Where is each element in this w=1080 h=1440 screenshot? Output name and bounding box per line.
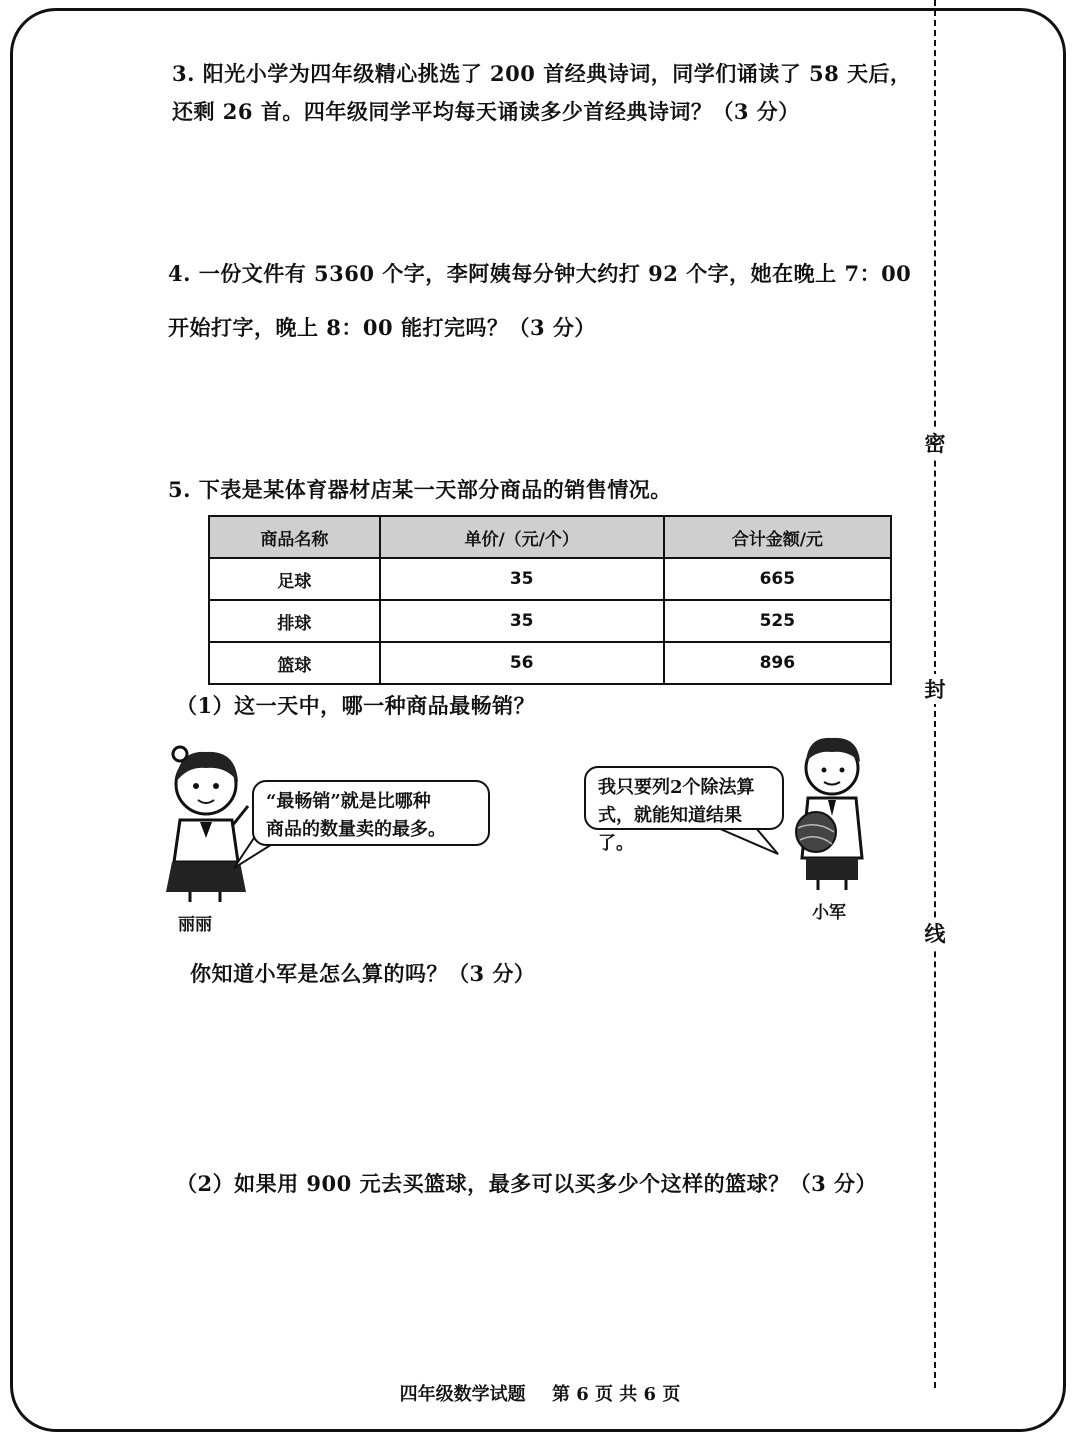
seal-char-feng: 封 [920,674,950,704]
lili-speech-line-2: 商品的数量卖的最多。 [266,819,446,840]
question-3-line-2: 还剩 26 首。四年级同学平均每天诵读多少首经典诗词？（3 分） [172,99,800,124]
cell-total: 525 [664,600,891,642]
cell-product: 篮球 [209,642,380,684]
table-row [209,642,891,684]
table-header-row [209,516,891,558]
question-4-line-1: 4. 一份文件有 5360 个字，李阿姨每分钟大约打 92 个字，她在晚上 7：00 [168,261,912,286]
xiaojun-speech-line-1: 我只要列2个除法算 [598,777,755,798]
footer-title: 四年级数学试题 [399,1384,526,1405]
cell-total: 896 [664,642,891,684]
xiaojun-speech-line-2: 式，就能知道结果了。 [598,805,742,854]
header-unit-price: 单价/（元/个） [380,516,664,558]
xiaojun-name-label: 小军 [812,903,846,923]
header-product-name: 商品名称 [209,516,380,558]
question-3-line-1: 3. 阳光小学为四年级精心挑选了 200 首经典诗词，同学们诵读了 58 天后， [172,61,912,86]
girl-lili-illustration [160,742,256,904]
cell-product: 排球 [209,600,380,642]
lili-speech-line-1: “最畅销”就是比哪种 [266,791,431,812]
question-5-part-2: （2）如果用 900 元去买篮球，最多可以买多少个这样的篮球？（3 分） [176,1171,877,1196]
cell-price: 35 [380,558,664,600]
cell-total: 665 [664,558,891,600]
header-total-amount: 合计金额/元 [664,516,891,558]
boy-xiaojun-illustration [790,732,874,892]
sales-table [208,515,892,685]
seal-char-mi: 密 [920,428,950,458]
page-border [10,8,1066,1432]
question-5-part-1-prompt: 你知道小军是怎么算的吗？（3 分） [190,961,536,986]
cell-price: 56 [380,642,664,684]
seal-char-xian: 线 [920,918,950,948]
cell-product: 足球 [209,558,380,600]
speech-bubble-xiaojun [584,766,784,854]
page-footer [0,1380,1080,1406]
question-5-part-1: （1）这一天中，哪一种商品最畅销？ [176,693,536,718]
lili-name-label: 丽丽 [178,915,212,935]
table-row [209,600,891,642]
table-row [209,558,891,600]
footer-page-number: 第 6 页 共 6 页 [551,1384,681,1405]
question-4-line-2: 开始打字，晚上 8：00 能打完吗？（3 分） [168,315,596,340]
question-5-intro: 5. 下表是某体育器材店某一天部分商品的销售情况。 [168,477,672,502]
cell-price: 35 [380,600,664,642]
speech-bubble-lili [252,780,490,846]
